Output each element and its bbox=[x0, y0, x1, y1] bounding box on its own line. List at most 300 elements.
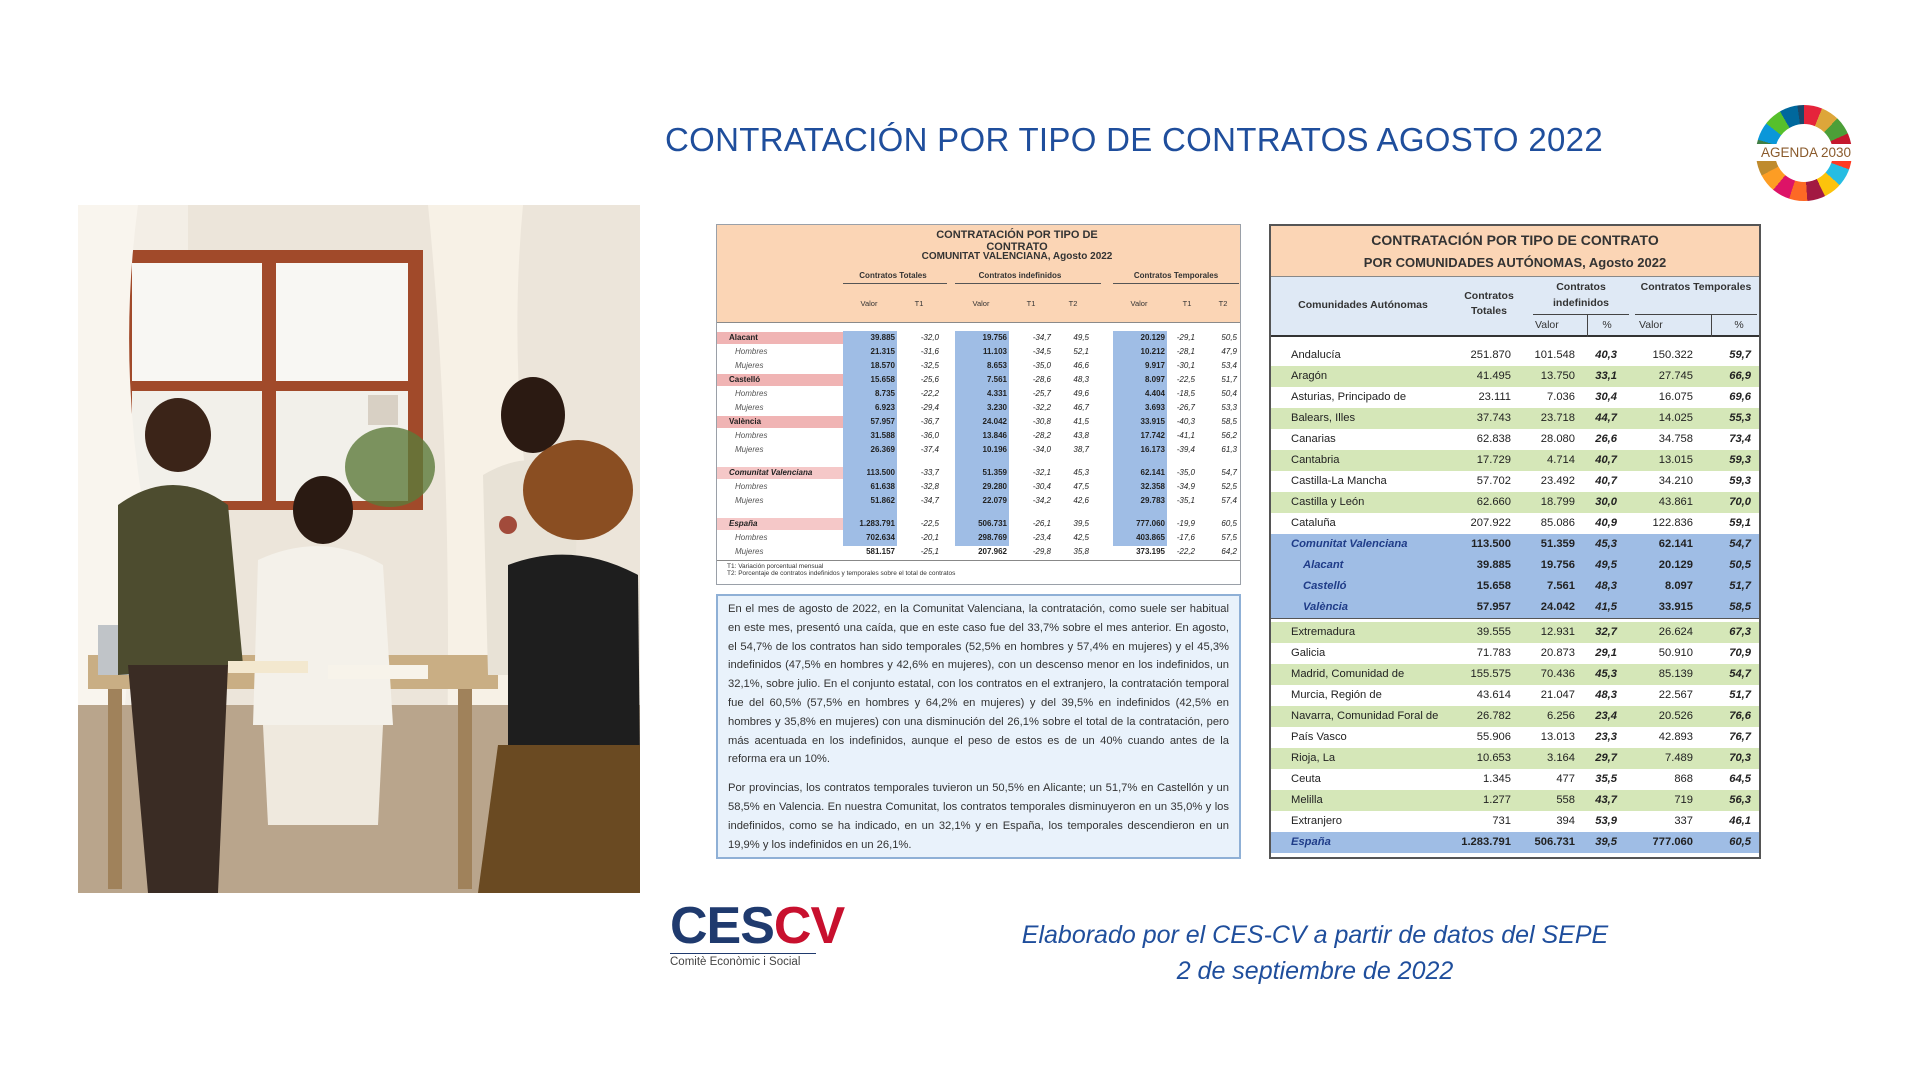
subhead: T1 bbox=[1182, 299, 1192, 308]
region-value: 55.906 bbox=[1476, 731, 1511, 743]
row-value: -26,1 bbox=[1032, 519, 1051, 528]
row-value: 62.141 bbox=[1140, 468, 1165, 477]
row-value: -35,0 bbox=[1032, 361, 1051, 370]
col-temporales: Contratos Temporales bbox=[1640, 281, 1752, 293]
region-value: 40,7 bbox=[1595, 475, 1617, 487]
row-value: -36,0 bbox=[920, 431, 939, 440]
subhead: Valor bbox=[860, 299, 878, 308]
row-value: 39,5 bbox=[1073, 519, 1089, 528]
table-row bbox=[1271, 450, 1759, 471]
region-value: 207.922 bbox=[1470, 517, 1511, 529]
region-value: 26.782 bbox=[1476, 710, 1511, 722]
region-name: Canarias bbox=[1291, 433, 1336, 445]
table-row bbox=[1271, 727, 1759, 748]
row-value: -25,1 bbox=[920, 547, 939, 556]
region-value: 7.561 bbox=[1547, 580, 1575, 592]
page-title: CONTRATACIÓN POR TIPO DE CONTRATOS AGOSTO 2022 bbox=[665, 121, 1603, 158]
region-value: 155.575 bbox=[1470, 668, 1511, 680]
region-value: 45,3 bbox=[1595, 668, 1617, 680]
subhead: T2 bbox=[1068, 299, 1078, 308]
analysis-paragraph-1: En el mes de agosto de 2022, en la Comunitat Valenciana, la contratación, como suele ser habitual en este mes, presentó una caída, que en este caso fue del 33,7% sobre el mes anterior. En agosto, el 54,7% de los contratos han sido temporales (52,5% en hombres y 57,4% en mujeres) y el 45,3% indefinidos (47,5% en hombres y 42,6% en mujeres), con un descenso menor en los indefinidos, un 32,1%, sobre julio. En el conjunto estatal, con los contratos en el extranjero, la contratación temporal fue del 60,5% (57,5% en hombres y 64,2% en mujeres) y del 39,5% en indefinidos (42,5% en hombres y 35,8% en mujeres) con una disminución del 26,1% sobre el total de la contratación, pero más acentuada en los indefinidos, aunque el peso de estos es de un 40% cuando antes de la reforma era un 10%. bbox=[728, 603, 1229, 766]
region-value: 40,3 bbox=[1595, 349, 1617, 361]
region-name: Aragón bbox=[1291, 370, 1328, 382]
region-value: 29,7 bbox=[1595, 752, 1617, 764]
row-value: -32,0 bbox=[920, 333, 939, 342]
row-value: -26,7 bbox=[1176, 403, 1195, 412]
group-temporales: Contratos Temporales bbox=[1133, 271, 1219, 280]
row-value: 39.885 bbox=[870, 333, 895, 342]
region-value: 26.624 bbox=[1658, 626, 1693, 638]
region-value: 40,7 bbox=[1595, 454, 1617, 466]
table-row bbox=[1271, 832, 1759, 853]
sub-pct-ind: % bbox=[1602, 319, 1612, 331]
row-value: 8.735 bbox=[874, 389, 895, 398]
row-value: 35,8 bbox=[1073, 547, 1089, 556]
region-value: 43.861 bbox=[1658, 496, 1693, 508]
row-value: 42,6 bbox=[1073, 496, 1089, 505]
row-label: Mujeres bbox=[735, 445, 764, 454]
table-row bbox=[1271, 748, 1759, 769]
row-value: 4.331 bbox=[986, 389, 1007, 398]
cescv-logo bbox=[670, 897, 845, 970]
row-value: 58,5 bbox=[1221, 417, 1237, 426]
row-label: Hombres bbox=[735, 431, 768, 440]
region-name: Balears, Illes bbox=[1291, 412, 1356, 424]
note-t1: T1: Variación porcentual mensual bbox=[727, 563, 824, 570]
region-name: Cataluña bbox=[1291, 517, 1336, 529]
table-row bbox=[717, 531, 1240, 545]
region-value: 33,1 bbox=[1595, 370, 1617, 382]
row-value: -34,0 bbox=[1032, 445, 1051, 454]
row-value: -28,2 bbox=[1032, 431, 1051, 440]
region-name: Castelló bbox=[1303, 580, 1347, 592]
credit-line-1: Elaborado por el CES-CV a partir de datos del SEPE bbox=[1021, 921, 1609, 949]
row-value: 47,5 bbox=[1073, 482, 1089, 491]
row-value: -23,4 bbox=[1032, 533, 1051, 542]
region-value: 506.731 bbox=[1534, 836, 1575, 848]
table-contratacion-ccaa bbox=[1269, 224, 1761, 859]
row-value: -30,4 bbox=[1032, 482, 1051, 491]
table-row bbox=[717, 387, 1240, 401]
row-label: Mujeres bbox=[735, 403, 764, 412]
region-name: Rioja, La bbox=[1291, 752, 1336, 764]
region-value: 15.658 bbox=[1476, 580, 1511, 592]
table-row bbox=[1271, 555, 1759, 576]
row-value: -35,1 bbox=[1176, 496, 1195, 505]
analysis-paragraph-2: Por provincias, los contratos temporales tuvieron un 50,5% en Alicante; un 51,7% en Castellón y un 58,5% en Valencia. En nuestra Comunitat, los contratos temporales disminuyeron en un 35,0% y los indefinidos, como se ha indicado, en un 32,1% y en España, los temporales descendieron en un 19,9% y los indefinidos en un 26,1%. bbox=[728, 782, 1229, 851]
row-value: -30,8 bbox=[1032, 417, 1051, 426]
row-value: -22,2 bbox=[1176, 547, 1195, 556]
table-row bbox=[717, 331, 1240, 345]
row-value: 51.862 bbox=[870, 496, 895, 505]
row-value: 54,7 bbox=[1221, 468, 1237, 477]
row-value: -17,6 bbox=[1176, 533, 1195, 542]
region-value: 40,9 bbox=[1595, 517, 1617, 529]
logo-ces: CES bbox=[670, 897, 774, 955]
region-value: 34.758 bbox=[1658, 433, 1693, 445]
region-value: 69,6 bbox=[1729, 391, 1751, 403]
table-row bbox=[717, 517, 1240, 531]
row-value: 1.283.791 bbox=[859, 519, 895, 528]
region-value: 32,7 bbox=[1595, 626, 1617, 638]
table-row bbox=[1271, 706, 1759, 727]
region-value: 43,7 bbox=[1595, 794, 1617, 806]
row-value: 46,7 bbox=[1073, 403, 1089, 412]
row-value: -34,5 bbox=[1032, 347, 1051, 356]
row-value: -32,2 bbox=[1032, 403, 1051, 412]
row-value: 57,5 bbox=[1221, 533, 1237, 542]
region-value: 73,4 bbox=[1729, 433, 1751, 445]
row-value: 373.195 bbox=[1136, 547, 1165, 556]
subhead: T1 bbox=[1026, 299, 1036, 308]
region-value: 23.492 bbox=[1540, 475, 1575, 487]
region-value: 59,3 bbox=[1729, 475, 1751, 487]
group-totales: Contratos Totales bbox=[859, 271, 927, 280]
table-contratacion-cv bbox=[716, 224, 1241, 585]
row-value: 581.157 bbox=[866, 547, 895, 556]
row-value: 53,4 bbox=[1221, 361, 1237, 370]
region-value: 777.060 bbox=[1652, 836, 1693, 848]
table-row bbox=[717, 443, 1240, 457]
region-value: 8.097 bbox=[1665, 580, 1693, 592]
row-value: -32,1 bbox=[1032, 468, 1051, 477]
region-value: 64,5 bbox=[1729, 773, 1751, 785]
region-value: 43.614 bbox=[1476, 689, 1511, 701]
source-credit bbox=[990, 917, 1640, 989]
row-value: 49,5 bbox=[1073, 333, 1089, 342]
region-value: 70,3 bbox=[1729, 752, 1751, 764]
table-row bbox=[1271, 597, 1759, 618]
region-value: 27.745 bbox=[1658, 370, 1693, 382]
subhead: Valor bbox=[1130, 299, 1148, 308]
table-row bbox=[1271, 790, 1759, 811]
row-value: 29.783 bbox=[1140, 496, 1165, 505]
region-value: 62.141 bbox=[1658, 538, 1693, 550]
row-value: -22,5 bbox=[920, 519, 939, 528]
region-value: 26,6 bbox=[1595, 433, 1617, 445]
region-value: 23.111 bbox=[1478, 391, 1511, 403]
region-name: Cantabria bbox=[1291, 454, 1340, 466]
table-row bbox=[717, 480, 1240, 494]
region-value: 558 bbox=[1556, 794, 1575, 806]
row-value: 19.756 bbox=[982, 333, 1007, 342]
row-label: Hombres bbox=[735, 533, 768, 542]
row-value: 61.638 bbox=[870, 482, 895, 491]
table-row bbox=[717, 345, 1240, 359]
row-value: 13.846 bbox=[982, 431, 1007, 440]
region-value: 13.750 bbox=[1540, 370, 1575, 382]
agenda-logo-text: AGENDA 2030 bbox=[1742, 144, 1870, 161]
region-value: 21.047 bbox=[1540, 689, 1575, 701]
region-value: 57.702 bbox=[1476, 475, 1511, 487]
row-value: 777.060 bbox=[1136, 519, 1165, 528]
table-row bbox=[1271, 811, 1759, 832]
table-row bbox=[717, 359, 1240, 373]
table-row bbox=[1271, 513, 1759, 534]
row-value: -41,1 bbox=[1176, 431, 1195, 440]
row-value: 403.865 bbox=[1136, 533, 1165, 542]
row-value: 506.731 bbox=[978, 519, 1007, 528]
region-value: 51,7 bbox=[1729, 580, 1751, 592]
region-value: 37.743 bbox=[1476, 412, 1511, 424]
region-value: 337 bbox=[1674, 815, 1693, 827]
row-value: 60,5 bbox=[1221, 519, 1237, 528]
col-region: Comunidades Autónomas bbox=[1298, 299, 1428, 311]
region-value: 55,3 bbox=[1729, 412, 1751, 424]
region-value: 59,3 bbox=[1729, 454, 1751, 466]
region-value: 868 bbox=[1674, 773, 1693, 785]
region-value: 14.025 bbox=[1658, 412, 1693, 424]
region-value: 13.015 bbox=[1658, 454, 1693, 466]
row-value: 18.570 bbox=[870, 361, 895, 370]
row-value: -37,4 bbox=[920, 445, 939, 454]
row-value: -28,6 bbox=[1032, 375, 1051, 384]
region-value: 85.139 bbox=[1658, 668, 1693, 680]
table-row bbox=[1271, 664, 1759, 685]
row-value: 33.915 bbox=[1140, 417, 1165, 426]
region-value: 33.915 bbox=[1658, 601, 1693, 613]
table-row bbox=[1271, 685, 1759, 706]
row-value: -35,0 bbox=[1176, 468, 1195, 477]
row-value: 32.358 bbox=[1140, 482, 1165, 491]
row-value: 21.315 bbox=[870, 347, 895, 356]
row-value: 49,6 bbox=[1073, 389, 1089, 398]
region-name: Andalucía bbox=[1291, 349, 1341, 361]
region-value: 42.893 bbox=[1658, 731, 1693, 743]
region-value: 54,7 bbox=[1729, 538, 1751, 550]
row-value: -22,5 bbox=[1176, 375, 1195, 384]
region-value: 60,5 bbox=[1729, 836, 1751, 848]
region-value: 101.548 bbox=[1534, 349, 1575, 361]
row-value: 3.230 bbox=[986, 403, 1007, 412]
table-row bbox=[1271, 622, 1759, 643]
region-name: Alacant bbox=[1303, 559, 1344, 571]
group-indefinidos: Contratos indefinidos bbox=[978, 271, 1062, 280]
region-value: 34.210 bbox=[1658, 475, 1693, 487]
row-value: -28,1 bbox=[1176, 347, 1195, 356]
row-value: 51,7 bbox=[1221, 375, 1237, 384]
region-value: 62.838 bbox=[1476, 433, 1511, 445]
col-total: Contratos Totales bbox=[1464, 290, 1514, 317]
col-indefinidos: Contratos indefinidos bbox=[1553, 281, 1609, 309]
table-row bbox=[1271, 366, 1759, 387]
region-value: 70,0 bbox=[1729, 496, 1751, 508]
table-row bbox=[717, 466, 1240, 480]
row-value: -19,9 bbox=[1176, 519, 1195, 528]
region-value: 24.042 bbox=[1540, 601, 1575, 613]
row-value: -29,8 bbox=[1032, 547, 1051, 556]
table-cv-header bbox=[717, 225, 1240, 323]
region-value: 76,6 bbox=[1729, 710, 1751, 722]
region-value: 71.783 bbox=[1476, 647, 1511, 659]
row-value: -34,7 bbox=[920, 496, 939, 505]
row-value: 702.634 bbox=[866, 533, 895, 542]
row-value: -40,3 bbox=[1176, 417, 1195, 426]
region-name: Galicia bbox=[1291, 647, 1326, 659]
sub-valor-ind: Valor bbox=[1535, 319, 1559, 331]
row-value: 29.280 bbox=[982, 482, 1007, 491]
region-value: 23,3 bbox=[1595, 731, 1617, 743]
region-value: 731 bbox=[1492, 815, 1511, 827]
region-value: 39.555 bbox=[1476, 626, 1511, 638]
table-row bbox=[1271, 408, 1759, 429]
row-value: 113.500 bbox=[866, 468, 895, 477]
region-value: 16.075 bbox=[1658, 391, 1693, 403]
region-value: 39,5 bbox=[1595, 836, 1617, 848]
region-name: Comunitat Valenciana bbox=[1291, 538, 1408, 550]
region-value: 20.873 bbox=[1540, 647, 1575, 659]
row-label: Mujeres bbox=[735, 496, 764, 505]
region-value: 67,3 bbox=[1729, 626, 1751, 638]
region-value: 56,3 bbox=[1729, 794, 1751, 806]
subhead: T2 bbox=[1218, 299, 1228, 308]
region-value: 29,1 bbox=[1595, 647, 1617, 659]
region-name: València bbox=[1303, 601, 1348, 613]
row-value: 46,6 bbox=[1073, 361, 1089, 370]
region-name: Ceuta bbox=[1291, 773, 1321, 785]
region-name: Castilla y León bbox=[1291, 496, 1365, 508]
table-row bbox=[1271, 492, 1759, 513]
analysis-text bbox=[716, 594, 1241, 859]
row-value: 56,2 bbox=[1221, 431, 1237, 440]
row-value: -25,6 bbox=[920, 375, 939, 384]
row-value: -34,7 bbox=[1032, 333, 1051, 342]
region-value: 20.129 bbox=[1658, 559, 1693, 571]
row-value: 53,3 bbox=[1221, 403, 1237, 412]
region-value: 48,3 bbox=[1595, 689, 1617, 701]
credit-date: 2 de septiembre de 2022 bbox=[1176, 957, 1454, 985]
region-value: 1.277 bbox=[1483, 794, 1511, 806]
row-value: 43,8 bbox=[1073, 431, 1089, 440]
row-value: -18,5 bbox=[1176, 389, 1195, 398]
region-name: España bbox=[1291, 836, 1331, 848]
region-value: 6.256 bbox=[1547, 710, 1575, 722]
region-value: 3.164 bbox=[1547, 752, 1575, 764]
table-row bbox=[717, 373, 1240, 387]
table-ccaa-column-header bbox=[1271, 277, 1759, 337]
row-value: 57,4 bbox=[1221, 496, 1237, 505]
row-value: -36,7 bbox=[920, 417, 939, 426]
region-value: 10.653 bbox=[1476, 752, 1511, 764]
row-value: -32,5 bbox=[920, 361, 939, 370]
row-value: 8.097 bbox=[1144, 375, 1165, 384]
row-label: Alacant bbox=[729, 333, 758, 342]
row-label: Hombres bbox=[735, 389, 768, 398]
region-value: 51,7 bbox=[1729, 689, 1751, 701]
row-value: 45,3 bbox=[1073, 468, 1089, 477]
row-value: 57.957 bbox=[870, 417, 895, 426]
table-row bbox=[1271, 471, 1759, 492]
region-value: 66,9 bbox=[1729, 370, 1751, 382]
table-row bbox=[717, 415, 1240, 429]
row-value: 10.212 bbox=[1140, 347, 1165, 356]
table-ccaa-subtitle: POR COMUNIDADES AUTÓNOMAS, Agosto 2022 bbox=[1363, 255, 1667, 270]
row-label: Mujeres bbox=[735, 361, 764, 370]
table-cv-notes bbox=[717, 560, 1240, 584]
table-row bbox=[717, 545, 1240, 559]
region-value: 41.495 bbox=[1476, 370, 1511, 382]
region-value: 1.345 bbox=[1483, 773, 1511, 785]
region-value: 49,5 bbox=[1595, 559, 1617, 571]
table-row bbox=[717, 494, 1240, 508]
row-value: -32,8 bbox=[920, 482, 939, 491]
region-name: País Vasco bbox=[1291, 731, 1347, 743]
row-value: 8.653 bbox=[986, 361, 1007, 370]
note-t2: T2: Porcentaje de contratos indefinidos y temporales sobre el total de contratos bbox=[727, 570, 956, 577]
row-value: 16.173 bbox=[1140, 445, 1165, 454]
table-row bbox=[1271, 345, 1759, 366]
row-value: 4.404 bbox=[1144, 389, 1165, 398]
row-value: 207.962 bbox=[978, 547, 1007, 556]
row-value: 11.103 bbox=[982, 347, 1007, 356]
row-value: 10.196 bbox=[982, 445, 1007, 454]
row-value: 47,9 bbox=[1221, 347, 1237, 356]
subhead: Valor bbox=[972, 299, 990, 308]
region-value: 17.729 bbox=[1476, 454, 1511, 466]
region-value: 477 bbox=[1556, 773, 1575, 785]
table-row bbox=[1271, 534, 1759, 555]
region-value: 4.714 bbox=[1547, 454, 1575, 466]
region-value: 113.500 bbox=[1471, 538, 1511, 550]
region-value: 85.086 bbox=[1540, 517, 1575, 529]
row-label: Comunitat Valenciana bbox=[729, 468, 813, 477]
row-value: -25,7 bbox=[1032, 389, 1051, 398]
row-value: 64,2 bbox=[1221, 547, 1237, 556]
logo-cv: CV bbox=[773, 897, 845, 955]
region-value: 54,7 bbox=[1729, 668, 1751, 680]
region-value: 59,1 bbox=[1729, 517, 1751, 529]
row-value: 22.079 bbox=[982, 496, 1007, 505]
region-value: 39.885 bbox=[1476, 559, 1511, 571]
row-value: 298.769 bbox=[978, 533, 1007, 542]
row-label: Hombres bbox=[735, 482, 768, 491]
row-value: -30,1 bbox=[1176, 361, 1195, 370]
row-value: 50,4 bbox=[1221, 389, 1237, 398]
table-cv-subtitle: COMUNITAT VALENCIANA, Agosto 2022 bbox=[921, 251, 1113, 262]
row-value: 41,5 bbox=[1073, 417, 1089, 426]
sub-pct-tem: % bbox=[1734, 319, 1744, 331]
table-cv-body bbox=[717, 323, 1240, 554]
table-row bbox=[717, 429, 1240, 443]
row-label: Mujeres bbox=[735, 547, 764, 556]
row-value: -39,4 bbox=[1176, 445, 1195, 454]
region-value: 51.359 bbox=[1540, 538, 1575, 550]
row-label: València bbox=[729, 417, 762, 426]
table-row bbox=[1271, 387, 1759, 408]
region-value: 76,7 bbox=[1729, 731, 1751, 743]
agenda-2030-logo bbox=[1742, 104, 1870, 202]
region-value: 57.957 bbox=[1476, 601, 1511, 613]
row-value: 6.923 bbox=[874, 403, 895, 412]
row-value: 7.561 bbox=[986, 375, 1007, 384]
region-value: 59,7 bbox=[1729, 349, 1751, 361]
row-value: -34,9 bbox=[1176, 482, 1195, 491]
region-name: Extranjero bbox=[1291, 815, 1342, 827]
region-value: 48,3 bbox=[1595, 580, 1617, 592]
region-name: Murcia, Región de bbox=[1291, 689, 1382, 701]
region-value: 19.756 bbox=[1540, 559, 1575, 571]
subhead: T1 bbox=[914, 299, 924, 308]
row-value: 51.359 bbox=[982, 468, 1007, 477]
region-value: 45,3 bbox=[1595, 538, 1617, 550]
table-cv-title: CONTRATACIÓN POR TIPO DE CONTRATO bbox=[936, 229, 1098, 253]
row-value: -22,2 bbox=[920, 389, 939, 398]
row-value: -29,1 bbox=[1176, 333, 1195, 342]
region-value: 30,4 bbox=[1595, 391, 1617, 403]
region-value: 22.567 bbox=[1658, 689, 1693, 701]
row-value: 15.658 bbox=[870, 375, 895, 384]
region-value: 50.910 bbox=[1658, 647, 1693, 659]
